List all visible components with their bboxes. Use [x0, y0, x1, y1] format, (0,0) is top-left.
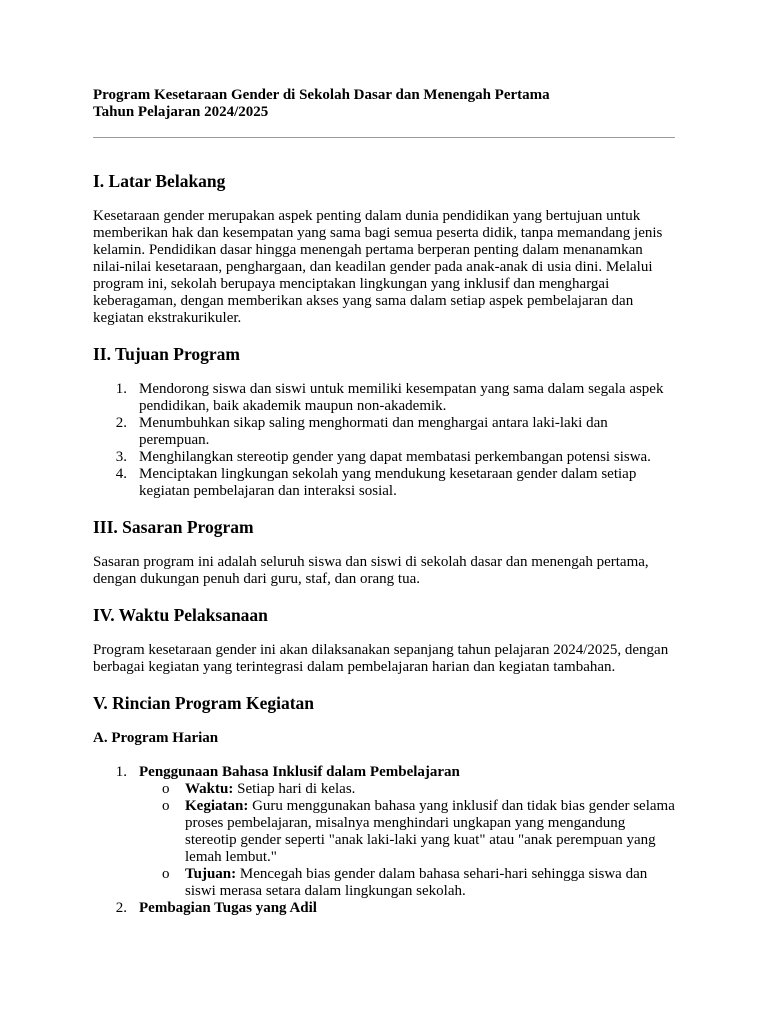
list-item-title: Penggunaan Bahasa Inklusif dalam Pembelajaran: [139, 764, 460, 780]
tujuan-label: Tujuan:: [185, 866, 237, 882]
document-title: [93, 87, 675, 121]
kegiatan-label: Kegiatan:: [185, 798, 249, 814]
title-line-1: Program Kesetaraan Gender di Sekolah Dasar dan Menengah Pertama: [93, 87, 550, 103]
list-number: 4.: [115, 466, 127, 482]
bullet-icon: o: [162, 781, 170, 797]
waktu-label: Waktu:: [185, 781, 234, 797]
section-heading-waktu: IV. Waktu Pelaksanaan: [93, 605, 268, 625]
list-number: 3.: [115, 449, 127, 465]
section-heading-tujuan: II. Tujuan Program: [93, 344, 241, 364]
bullet-icon: o: [162, 866, 170, 882]
waktu-text: Setiap hari di kelas.: [233, 781, 356, 797]
program-harian-list: [93, 764, 675, 917]
list-number: 1.: [115, 381, 127, 397]
section-heading-rincian: V. Rincian Program Kegiatan: [93, 693, 315, 713]
sub-list: [139, 781, 675, 900]
subheading-program-harian: A. Program Harian: [93, 730, 219, 746]
list-item: [93, 764, 675, 900]
section-heading-latar-belakang: I. Latar Belakang: [93, 171, 226, 191]
latar-belakang-paragraph: Kesetaraan gender merupakan aspek penting dalam dunia pendidikan yang bertujuan untuk memberikan hak dan kesempatan yang sama bagi semua peserta didik, tanpa memandang jenis kelamin. Pendidikan dasar hingga menengah pertama berperan penting dalam menanamkan nilai-nilai kesetaraan, penghargaan, dan keadilan gender pada anak-anak di usia dini. Melalui program ini, sekolah berupaya menciptakan lingkungan yang inklusif dan menghargai keberagaman, dengan memberikan akses yang sama dalam setiap aspek pembelajaran dan kegiatan ekstrakurikuler.: [93, 208, 663, 326]
horizontal-rule: [93, 137, 675, 138]
section-heading-sasaran: III. Sasaran Program: [93, 517, 254, 537]
list-item-text: Menghilangkan stereotip gender yang dapat membatasi perkembangan potensi siswa.: [139, 449, 651, 465]
list-item-text: Menumbuhkan sikap saling menghormati dan menghargai antara laki-laki dan perempuan.: [139, 415, 608, 448]
list-number: 2.: [115, 900, 127, 916]
sub-list-item: [139, 866, 675, 900]
list-number: 2.: [115, 415, 127, 431]
sub-list-item: [139, 798, 675, 866]
sasaran-paragraph: Sasaran program ini adalah seluruh siswa dan siswi di sekolah dasar dan menengah pertama, dengan dukungan penuh dari guru, staf, dan orang tua.: [93, 554, 649, 587]
list-item: [93, 415, 675, 449]
tujuan-text: Mencegah bias gender dalam bahasa sehari-hari sehingga siswa dan siswi merasa setara dalam lingkungan sekolah.: [185, 866, 648, 899]
list-item-text: Menciptakan lingkungan sekolah yang mendukung kesetaraan gender dalam setiap kegiatan pembelajaran dan interaksi sosial.: [139, 466, 637, 499]
list-item-text: Mendorong siswa dan siswi untuk memiliki kesempatan yang sama dalam segala aspek pendidikan, baik akademik maupun non-akademik.: [139, 381, 664, 414]
list-item: [93, 449, 675, 466]
bullet-icon: o: [162, 798, 170, 814]
list-number: 1.: [115, 764, 127, 780]
list-item: [93, 900, 675, 917]
list-item-title: Pembagian Tugas yang Adil: [139, 900, 317, 916]
tujuan-list: [93, 381, 675, 500]
kegiatan-text: Guru menggunakan bahasa yang inklusif dan tidak bias gender selama proses pembelajaran, misalnya menghindari ungkapan yang mengandung stereotip gender seperti "anak laki-laki yang kuat" atau "anak perempuan yang lemah lembut.": [185, 798, 675, 865]
list-item: [93, 466, 675, 500]
sub-list-item: [139, 781, 675, 798]
title-line-2: Tahun Pelajaran 2024/2025: [93, 104, 269, 120]
document-body: [93, 87, 675, 917]
waktu-paragraph: Program kesetaraan gender ini akan dilaksanakan sepanjang tahun pelajaran 2024/2025, dengan berbagai kegiatan yang terintegrasi dalam pembelajaran harian dan kegiatan tambahan.: [93, 642, 669, 675]
list-item: [93, 381, 675, 415]
